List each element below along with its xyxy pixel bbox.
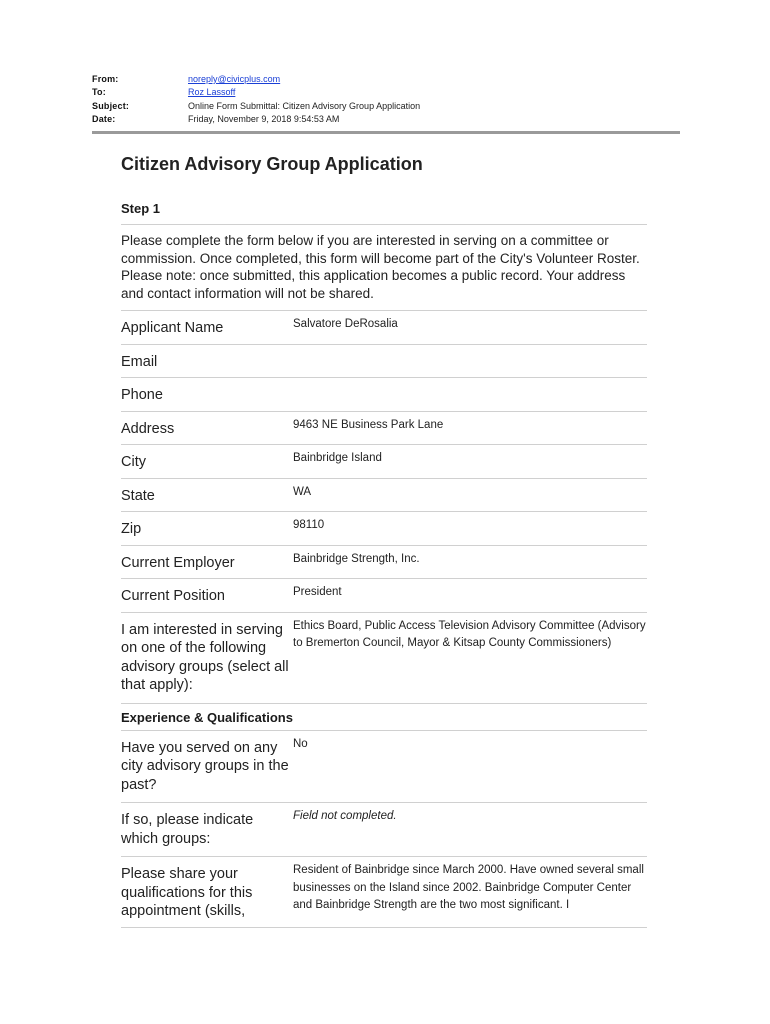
field-label: Applicant Name bbox=[121, 320, 224, 336]
form-field-row bbox=[121, 311, 647, 345]
intro-text: Please complete the form below if you are interested in serving on a committee or commission. Once completed, this form will become part of the City's Volunteer Roster. Please note: once submitted, this application becomes a public record. Your address and contact information will not be shared. bbox=[121, 233, 640, 301]
form-field-row bbox=[121, 378, 647, 412]
header-divider bbox=[92, 131, 680, 134]
to-label: To: bbox=[92, 87, 106, 98]
from-email-link[interactable]: noreply@civicplus.com bbox=[188, 73, 281, 84]
field-value: Ethics Board, Public Access Television Advisory Committee (Advisory to Bremerton Council, Mayor & Kitsap County Commissioners) bbox=[293, 619, 646, 649]
field-value: No bbox=[293, 737, 308, 750]
field-label: Current Employer bbox=[121, 554, 235, 571]
date-value: Friday, November 9, 2018 9:54:53 AM bbox=[188, 114, 340, 125]
field-value bbox=[293, 378, 647, 411]
field-label: State bbox=[121, 487, 155, 504]
email-header bbox=[92, 72, 682, 126]
field-label: Address bbox=[121, 420, 175, 437]
field-value: Bainbridge Strength, Inc. bbox=[293, 552, 420, 565]
field-value bbox=[293, 345, 647, 378]
field-label: Email bbox=[121, 353, 158, 370]
field-value: President bbox=[293, 586, 342, 598]
form-field-row bbox=[121, 857, 647, 928]
form-title: Citizen Advisory Group Application bbox=[121, 154, 423, 174]
applicant-fields bbox=[121, 311, 647, 704]
form-content bbox=[121, 150, 647, 928]
form-field-row bbox=[121, 546, 647, 580]
form-field-row bbox=[121, 803, 647, 857]
subject-value: Online Form Submittal: Citizen Advisory Group Application bbox=[188, 100, 421, 111]
field-value: Field not completed. bbox=[293, 810, 397, 822]
field-label: If so, please indicate which groups: bbox=[121, 812, 254, 847]
field-value: Salvatore DeRosalia bbox=[293, 318, 398, 330]
form-field-row bbox=[121, 579, 647, 613]
field-label: City bbox=[121, 454, 146, 470]
form-field-row bbox=[121, 445, 647, 479]
field-label: Current Position bbox=[121, 588, 225, 604]
experience-fields bbox=[121, 731, 647, 928]
step-heading: Step 1 bbox=[121, 201, 161, 216]
field-value: Bainbridge Island bbox=[293, 452, 382, 464]
from-label: From: bbox=[92, 73, 119, 84]
form-field-row bbox=[121, 613, 647, 704]
field-label: Have you served on any city advisory groups in the past? bbox=[121, 739, 289, 793]
field-label: I am interested in serving on one of the following advisory groups (select all that apply): bbox=[121, 621, 289, 693]
field-label: Please share your qualifications for this appointment (skills, bbox=[121, 866, 253, 919]
form-field-row bbox=[121, 345, 647, 379]
header-to-row bbox=[92, 86, 682, 100]
to-recipient-link[interactable]: Roz Lassoff bbox=[188, 87, 236, 98]
form-field-row bbox=[121, 412, 647, 446]
field-value: 98110 bbox=[293, 519, 325, 531]
field-value: 9463 NE Business Park Lane bbox=[293, 418, 444, 431]
subject-label: Subject: bbox=[92, 100, 130, 111]
header-date-row bbox=[92, 113, 682, 127]
field-value: Resident of Bainbridge since March 2000. Have owned several small businesses on the Island since 2002. Bainbridge Computer Center and Bainbridge Strength are the two most significant. I bbox=[293, 864, 644, 911]
section-heading-experience: Experience & Qualifications bbox=[121, 704, 647, 731]
header-subject-row bbox=[92, 99, 682, 113]
field-label: Phone bbox=[121, 387, 163, 403]
header-from-row bbox=[92, 72, 682, 86]
date-label: Date: bbox=[92, 114, 116, 125]
field-label: Zip bbox=[121, 521, 142, 537]
form-field-row bbox=[121, 731, 647, 804]
field-value: WA bbox=[293, 485, 312, 498]
form-field-row bbox=[121, 479, 647, 513]
form-field-row bbox=[121, 512, 647, 546]
